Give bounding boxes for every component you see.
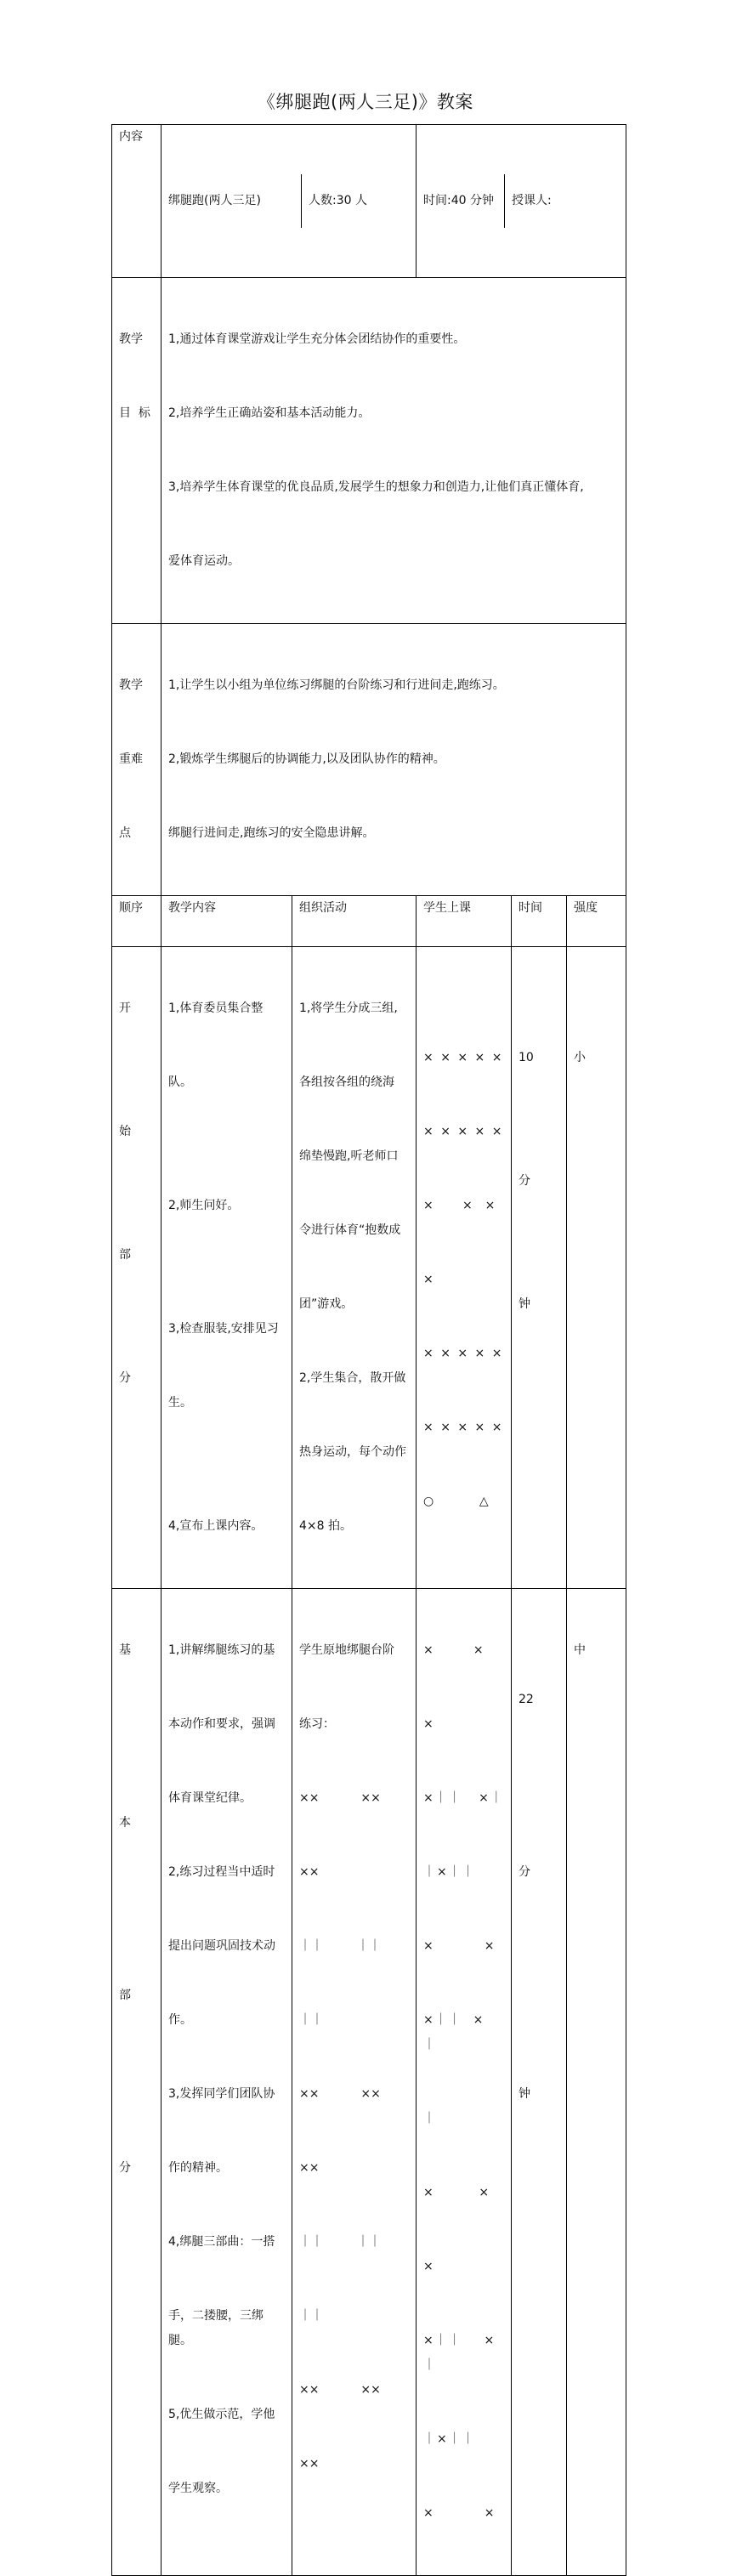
- basic-section-time: 22 分 钟: [512, 1589, 567, 2576]
- col-order: 顺序: [112, 896, 162, 947]
- key-points-content: 1,让学生以小组为单位练习绑腿的台阶练习和行进间走,跑练习。 2,锻炼学生绑腿后的协调能力,以及团队协作的精神。 绑腿行进间走,跑练习的安全隐患讲解。: [162, 624, 626, 896]
- start-section-activity: 1,将学生分成三组, 各组按各组的绕海 绵垫慢跑,听老师口 令进行体育“抱数成 团”游戏。 2,学生集合，散开做 热身运动，每个动作 4×8 拍。: [292, 947, 416, 1589]
- objectives-content: 1,通过体育课堂游戏让学生充分体会团结协作的重要性。 2,培养学生正确站姿和基本活动能力。 3,培养学生体育课堂的优良品质,发展学生的想象力和创造力,让他们真正懂体育, 爱体育运动。: [162, 278, 626, 624]
- start-section-row: [112, 947, 626, 1589]
- key-points-label: 教学 重难 点: [112, 624, 162, 896]
- content-value: 绑腿跑(两人三足): [168, 194, 261, 207]
- lesson-time: 时间:40 分钟: [423, 194, 494, 207]
- basic-section-content: 1,讲解绑腿练习的基 本动作和要求，强调 体育课堂纪律。 2,练习过程当中适时 提出问题巩固技术动 作。 3,发挥同学们团队协 作的精神。 4,绑腿三部曲：一搭 手，二搂腰，三绑腿。 5,优生做示范，学他 学生观察。: [162, 1589, 292, 2576]
- column-header-row: [112, 896, 626, 947]
- start-section-label: 开 始 部 分: [112, 947, 162, 1589]
- basic-section-row: [112, 1589, 626, 2576]
- table-row: [112, 278, 626, 624]
- basic-section-activity: 学生原地绑腿台阶 练习： ×× ×× ×× ｜｜ ｜｜ ｜｜ ×× ×× ×× ｜｜ ｜｜ ｜｜ ×× ×× ××: [292, 1589, 416, 2576]
- content-label-cell: 内容: [112, 125, 162, 278]
- objectives-label: 教学 目 标: [112, 278, 162, 624]
- col-activity: 组织活动: [292, 896, 416, 947]
- page-title: 《绑腿跑(两人三足)》教案: [258, 92, 473, 112]
- people-count: 人数:30 人: [301, 174, 416, 228]
- start-section-formation: × × × × × × × × × × × × × × × × × × × × × × × × ○ △: [416, 947, 512, 1589]
- basic-section-intensity: 中: [567, 1589, 626, 2576]
- basic-section-formation: × × × ×｜｜ ×｜ ｜×｜｜ × × ×｜｜ × ｜ ｜ × × × ×｜｜ ×｜ ｜×｜｜ × ×: [416, 1589, 512, 2576]
- basic-section-label: 基 本 部 分: [112, 1589, 162, 2576]
- col-student: 学生上课: [416, 896, 512, 947]
- start-section-intensity: 小: [567, 947, 626, 1589]
- col-content: 教学内容: [162, 896, 292, 947]
- lesson-plan-table: [111, 124, 626, 2576]
- table-row: [112, 125, 626, 278]
- col-intensity: 强度: [567, 896, 626, 947]
- start-section-content: 1,体育委员集合整 队。 2,师生问好。 3,检查服装,安排见习 生。 4,宣布上课内容。: [162, 947, 292, 1589]
- start-section-time: 10 分 钟: [512, 947, 567, 1589]
- table-row: [112, 624, 626, 896]
- col-time: 时间: [512, 896, 567, 947]
- teacher-label: 授课人:: [504, 174, 626, 228]
